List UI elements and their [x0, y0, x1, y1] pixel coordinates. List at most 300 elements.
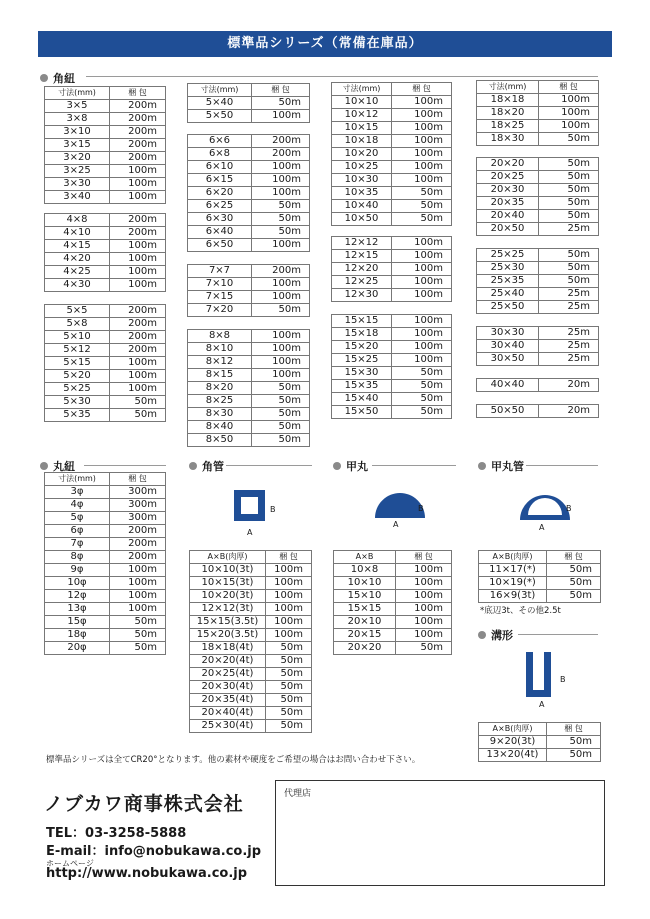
size-cell: 20×25: [477, 171, 539, 184]
homepage-label: ホームページ: [46, 859, 94, 868]
size-cell: 20×30: [477, 184, 539, 197]
column-header-size: 寸法(mm): [45, 87, 110, 100]
pack-cell: 100m: [252, 291, 310, 304]
table-row: [332, 187, 452, 200]
pack-cell: 50m: [539, 262, 599, 275]
pack-cell: 100m: [252, 356, 310, 369]
table-header-row: [188, 84, 310, 97]
size-cell: 15×20(3.5t): [190, 629, 266, 642]
table-row: [188, 187, 310, 200]
size-cell: 6×40: [188, 226, 252, 239]
table-row: [45, 499, 166, 512]
pack-cell: 50m: [392, 380, 452, 393]
size-cell: 20×50: [477, 223, 539, 236]
section-rule: [518, 634, 598, 635]
pack-cell: 100m: [539, 120, 599, 133]
pack-cell: 50m: [547, 590, 601, 603]
pack-cell: 50m: [539, 249, 599, 262]
table-row: [479, 590, 601, 603]
size-cell: 5×25: [45, 383, 110, 396]
table-row: [477, 158, 599, 171]
size-cell: 10×30: [332, 174, 392, 187]
size-cell: 7φ: [45, 538, 110, 551]
column-header-pack: 梱 包: [266, 551, 312, 564]
pack-cell: 100m: [252, 343, 310, 356]
size-cell: 5×10: [45, 331, 110, 344]
pack-cell: 50m: [539, 158, 599, 171]
table-row: [188, 395, 310, 408]
pack-cell: 100m: [392, 250, 452, 263]
bullet-icon: [478, 631, 486, 639]
pack-cell: 100m: [266, 629, 312, 642]
pack-cell: 200m: [110, 318, 166, 331]
table-row: [477, 288, 599, 301]
table-row: [45, 139, 166, 152]
pack-cell: 100m: [110, 357, 166, 370]
table-row: [188, 110, 310, 123]
table-row: [188, 434, 310, 447]
size-cell: 10×18: [332, 135, 392, 148]
table-row: [334, 564, 452, 577]
table-row: [45, 266, 166, 279]
table-row: [188, 135, 310, 148]
table-row: [332, 213, 452, 226]
pack-cell: 50m: [392, 187, 452, 200]
kaku-table: [331, 314, 452, 419]
table-row: [188, 213, 310, 226]
table-row: [45, 178, 166, 191]
pack-cell: 50m: [266, 720, 312, 733]
table-row: [477, 249, 599, 262]
pack-cell: 50m: [110, 409, 166, 422]
table-row: [45, 152, 166, 165]
size-cell: 18×20: [477, 107, 539, 120]
pack-cell: 100m: [266, 616, 312, 629]
table-row: [188, 369, 310, 382]
pack-cell: 300m: [110, 486, 166, 499]
size-cell: 9×20(3t): [479, 736, 547, 749]
section-label: 角紐: [53, 72, 75, 85]
size-cell: 12×15: [332, 250, 392, 263]
pack-cell: 50m: [252, 434, 310, 447]
pack-cell: 50m: [266, 694, 312, 707]
size-cell: 12×25: [332, 276, 392, 289]
pack-cell: 100m: [110, 253, 166, 266]
pack-cell: 25m: [539, 340, 599, 353]
section-label: 甲丸管: [491, 460, 524, 473]
pack-cell: 100m: [110, 178, 166, 191]
agent-label: 代理店: [284, 789, 312, 799]
table-row: [190, 603, 312, 616]
table-row: [45, 165, 166, 178]
bullet-icon: [478, 462, 486, 470]
table-header-row: [479, 551, 601, 564]
table-row: [477, 120, 599, 133]
pack-cell: 50m: [547, 736, 601, 749]
email-link[interactable]: E-mail：info@nobukawa.co.jp: [46, 844, 262, 859]
pack-cell: 50m: [539, 133, 599, 146]
size-cell: 8φ: [45, 551, 110, 564]
dim-label-a: A: [539, 523, 545, 532]
table-row: [477, 340, 599, 353]
size-cell: 7×20: [188, 304, 252, 317]
pack-cell: 200m: [110, 139, 166, 152]
kaku-table: [331, 82, 452, 226]
pack-cell: 100m: [252, 161, 310, 174]
table-row: [45, 357, 166, 370]
table-row: [479, 577, 601, 590]
table-row: [332, 393, 452, 406]
pack-cell: 200m: [110, 331, 166, 344]
table-row: [190, 655, 312, 668]
table-header-row: [334, 551, 452, 564]
table-row: [45, 409, 166, 422]
pack-cell: 50m: [396, 642, 452, 655]
table-row: [190, 590, 312, 603]
table-row: [477, 184, 599, 197]
pack-cell: 20m: [539, 379, 599, 392]
table-row: [45, 253, 166, 266]
pack-cell: 50m: [392, 393, 452, 406]
table-row: [188, 356, 310, 369]
table-row: [188, 421, 310, 434]
column-header-size: 寸法(mm): [332, 83, 392, 96]
pack-cell: 200m: [252, 135, 310, 148]
column-header-size: A×B(肉厚): [479, 723, 547, 736]
size-cell: 4×15: [45, 240, 110, 253]
size-cell: 20×25(4t): [190, 668, 266, 681]
table-row: [332, 250, 452, 263]
page-banner: 標準品シリーズ（常備在庫品）: [38, 31, 612, 57]
size-cell: 10×10: [334, 577, 396, 590]
size-cell: 6×20: [188, 187, 252, 200]
pack-cell: 50m: [252, 226, 310, 239]
size-cell: 12×30: [332, 289, 392, 302]
kaku-table: [476, 248, 599, 314]
section-title-kakuhimo: [40, 70, 75, 86]
table-row: [477, 133, 599, 146]
size-cell: 15×10: [334, 590, 396, 603]
size-cell: 8×20: [188, 382, 252, 395]
table-row: [332, 96, 452, 109]
pack-cell: 100m: [392, 122, 452, 135]
agent-box: [275, 780, 605, 886]
size-cell: 5×12: [45, 344, 110, 357]
table-row: [188, 304, 310, 317]
dim-label-a: A: [247, 528, 253, 537]
table-row: [45, 344, 166, 357]
section-label: 甲丸: [346, 460, 368, 473]
table-row: [45, 551, 166, 564]
pack-cell: 200m: [110, 305, 166, 318]
column-header-size: 寸法(mm): [477, 81, 539, 94]
pack-cell: 50m: [110, 629, 166, 642]
table-row: [188, 408, 310, 421]
pack-cell: 100m: [392, 341, 452, 354]
footer-note: 標準品シリーズは全てCR20°となります。他の素材や硬度をご希望の場合はお問い合わせ下さい。: [46, 755, 421, 765]
size-cell: 3φ: [45, 486, 110, 499]
size-cell: 15×20: [332, 341, 392, 354]
size-cell: 4×25: [45, 266, 110, 279]
table-row: [477, 275, 599, 288]
size-cell: 50×50: [477, 405, 539, 418]
table-row: [45, 538, 166, 551]
pack-cell: 100m: [266, 577, 312, 590]
table-row: [332, 367, 452, 380]
table-row: [332, 289, 452, 302]
size-cell: 4×30: [45, 279, 110, 292]
table-row: [188, 291, 310, 304]
size-cell: 20×20: [477, 158, 539, 171]
pack-cell: 50m: [539, 171, 599, 184]
table-row: [45, 383, 166, 396]
table-row: [332, 174, 452, 187]
size-cell: 10×8: [334, 564, 396, 577]
table-row: [190, 616, 312, 629]
size-cell: 9φ: [45, 564, 110, 577]
column-header-pack: 梱 包: [252, 84, 310, 97]
size-cell: 4×8: [45, 214, 110, 227]
table-header-row: [45, 473, 166, 486]
size-cell: 30×50: [477, 353, 539, 366]
table-row: [188, 174, 310, 187]
pack-cell: 50m: [252, 200, 310, 213]
section-rule: [84, 465, 166, 466]
pack-cell: 50m: [266, 642, 312, 655]
size-cell: 12×12: [332, 237, 392, 250]
size-cell: 6×10: [188, 161, 252, 174]
table-row: [332, 315, 452, 328]
size-cell: 5×30: [45, 396, 110, 409]
pack-cell: 200m: [110, 551, 166, 564]
pack-cell: 50m: [252, 395, 310, 408]
size-cell: 25×35: [477, 275, 539, 288]
column-header-size: A×B(肉厚): [190, 551, 266, 564]
pack-cell: 50m: [539, 210, 599, 223]
column-header-pack: 梱 包: [396, 551, 452, 564]
dim-label-a: A: [539, 700, 545, 709]
table-header-row: [45, 87, 166, 100]
table-row: [477, 210, 599, 223]
size-cell: 5×50: [188, 110, 252, 123]
pack-cell: 50m: [252, 213, 310, 226]
table-row: [45, 279, 166, 292]
table-row: [190, 681, 312, 694]
section-rule: [86, 76, 598, 77]
table-row: [45, 113, 166, 126]
size-cell: 10×50: [332, 213, 392, 226]
table-row: [477, 327, 599, 340]
size-cell: 10×20: [332, 148, 392, 161]
table-row: [477, 301, 599, 314]
table-header-row: [332, 83, 452, 96]
table-row: [190, 694, 312, 707]
size-cell: 8×10: [188, 343, 252, 356]
table-row: [332, 109, 452, 122]
table-row: [334, 590, 452, 603]
size-cell: 6×6: [188, 135, 252, 148]
kaku-table: [187, 134, 310, 252]
size-cell: 20×40: [477, 210, 539, 223]
size-cell: 20×40(4t): [190, 707, 266, 720]
size-cell: 15×40: [332, 393, 392, 406]
pack-cell: 100m: [396, 564, 452, 577]
pack-cell: 200m: [110, 344, 166, 357]
section-rule: [526, 465, 598, 466]
size-cell: 20×10: [334, 616, 396, 629]
column-header-size: 寸法(mm): [188, 84, 252, 97]
table-row: [45, 191, 166, 204]
size-cell: 25×40: [477, 288, 539, 301]
column-header-size: 寸法(mm): [45, 473, 110, 486]
dim-label-b: B: [560, 675, 566, 684]
size-cell: 20×15: [334, 629, 396, 642]
size-cell: 12×12(3t): [190, 603, 266, 616]
pack-cell: 50m: [539, 197, 599, 210]
pack-cell: 100m: [252, 174, 310, 187]
table-row: [477, 405, 599, 418]
size-cell: 5×15: [45, 357, 110, 370]
table-row: [45, 642, 166, 655]
size-cell: 6×15: [188, 174, 252, 187]
size-cell: 11×17(*): [479, 564, 547, 577]
pack-cell: 50m: [539, 184, 599, 197]
size-cell: 3×20: [45, 152, 110, 165]
pack-cell: 100m: [392, 289, 452, 302]
section-title-mizogata: [478, 627, 513, 643]
size-cell: 15×35: [332, 380, 392, 393]
pack-cell: 50m: [392, 200, 452, 213]
size-cell: 16×9(3t): [479, 590, 547, 603]
size-cell: 4×20: [45, 253, 110, 266]
pack-cell: 200m: [110, 525, 166, 538]
table-row: [477, 379, 599, 392]
size-cell: 25×30: [477, 262, 539, 275]
size-cell: 10×15(3t): [190, 577, 266, 590]
size-cell: 25×30(4t): [190, 720, 266, 733]
size-cell: 18×25: [477, 120, 539, 133]
size-cell: 10×10(3t): [190, 564, 266, 577]
size-cell: 15×15(3.5t): [190, 616, 266, 629]
pack-cell: 100m: [396, 629, 452, 642]
pack-cell: 200m: [110, 538, 166, 551]
kaku-table: [476, 157, 599, 236]
pack-cell: 100m: [396, 590, 452, 603]
pack-cell: 50m: [547, 577, 601, 590]
pack-cell: 100m: [110, 165, 166, 178]
table-row: [190, 642, 312, 655]
size-cell: 8×25: [188, 395, 252, 408]
section-label: 角管: [202, 460, 224, 473]
table-row: [188, 97, 310, 110]
table-row: [188, 226, 310, 239]
table-row: [188, 265, 310, 278]
pack-cell: 50m: [110, 616, 166, 629]
table-row: [45, 616, 166, 629]
pack-cell: 100m: [110, 266, 166, 279]
size-cell: 18×18(4t): [190, 642, 266, 655]
pack-cell: 50m: [547, 564, 601, 577]
table-row: [477, 353, 599, 366]
pack-cell: 100m: [392, 237, 452, 250]
homepage-url-link[interactable]: http://www.nobukawa.co.jp: [46, 866, 248, 881]
size-cell: 20φ: [45, 642, 110, 655]
table-row: [332, 263, 452, 276]
dim-label-b: B: [418, 504, 424, 513]
pack-cell: 100m: [252, 110, 310, 123]
table-row: [332, 148, 452, 161]
size-cell: 4φ: [45, 499, 110, 512]
size-cell: 30×40: [477, 340, 539, 353]
size-cell: 10×40: [332, 200, 392, 213]
table-row: [190, 707, 312, 720]
pack-cell: 100m: [539, 107, 599, 120]
pack-cell: 100m: [252, 187, 310, 200]
table-header-row: [190, 551, 312, 564]
size-cell: 7×10: [188, 278, 252, 291]
table-row: [334, 577, 452, 590]
tel-number: TEL：03-3258-5888: [46, 826, 187, 841]
table-header-row: [479, 723, 601, 736]
pack-cell: 100m: [110, 191, 166, 204]
size-cell: 6×25: [188, 200, 252, 213]
table-row: [45, 240, 166, 253]
size-cell: 20×30(4t): [190, 681, 266, 694]
pack-cell: 100m: [266, 590, 312, 603]
pack-cell: 100m: [392, 263, 452, 276]
table-row: [477, 197, 599, 210]
size-cell: 3×30: [45, 178, 110, 191]
table-row: [332, 341, 452, 354]
bullet-icon: [333, 462, 341, 470]
pack-cell: 100m: [252, 330, 310, 343]
koumarukan-footnote: *底辺3t、その他2.5t: [480, 606, 561, 616]
pack-cell: 100m: [392, 354, 452, 367]
size-cell: 12φ: [45, 590, 110, 603]
pack-cell: 100m: [539, 94, 599, 107]
kaku-table: [44, 304, 166, 422]
table-row: [45, 318, 166, 331]
table-row: [188, 161, 310, 174]
pack-cell: 25m: [539, 223, 599, 236]
bullet-icon: [40, 74, 48, 82]
size-cell: 5×35: [45, 409, 110, 422]
size-cell: 15×15: [334, 603, 396, 616]
size-cell: 15×50: [332, 406, 392, 419]
pack-cell: 100m: [110, 279, 166, 292]
pack-cell: 50m: [266, 707, 312, 720]
size-cell: 15φ: [45, 616, 110, 629]
table-row: [188, 382, 310, 395]
size-cell: 10×20(3t): [190, 590, 266, 603]
pack-cell: 100m: [396, 577, 452, 590]
section-rule: [226, 465, 312, 466]
size-cell: 3×8: [45, 113, 110, 126]
pack-cell: 200m: [110, 152, 166, 165]
table-row: [332, 237, 452, 250]
pack-cell: 100m: [252, 369, 310, 382]
table-row: [190, 577, 312, 590]
size-cell: 7×15: [188, 291, 252, 304]
kaku-table: [476, 404, 599, 418]
table-row: [479, 564, 601, 577]
pack-cell: 100m: [392, 161, 452, 174]
table-row: [45, 590, 166, 603]
pack-cell: 100m: [110, 240, 166, 253]
pack-cell: 200m: [110, 100, 166, 113]
size-cell: 8×30: [188, 408, 252, 421]
size-cell: 25×50: [477, 301, 539, 314]
